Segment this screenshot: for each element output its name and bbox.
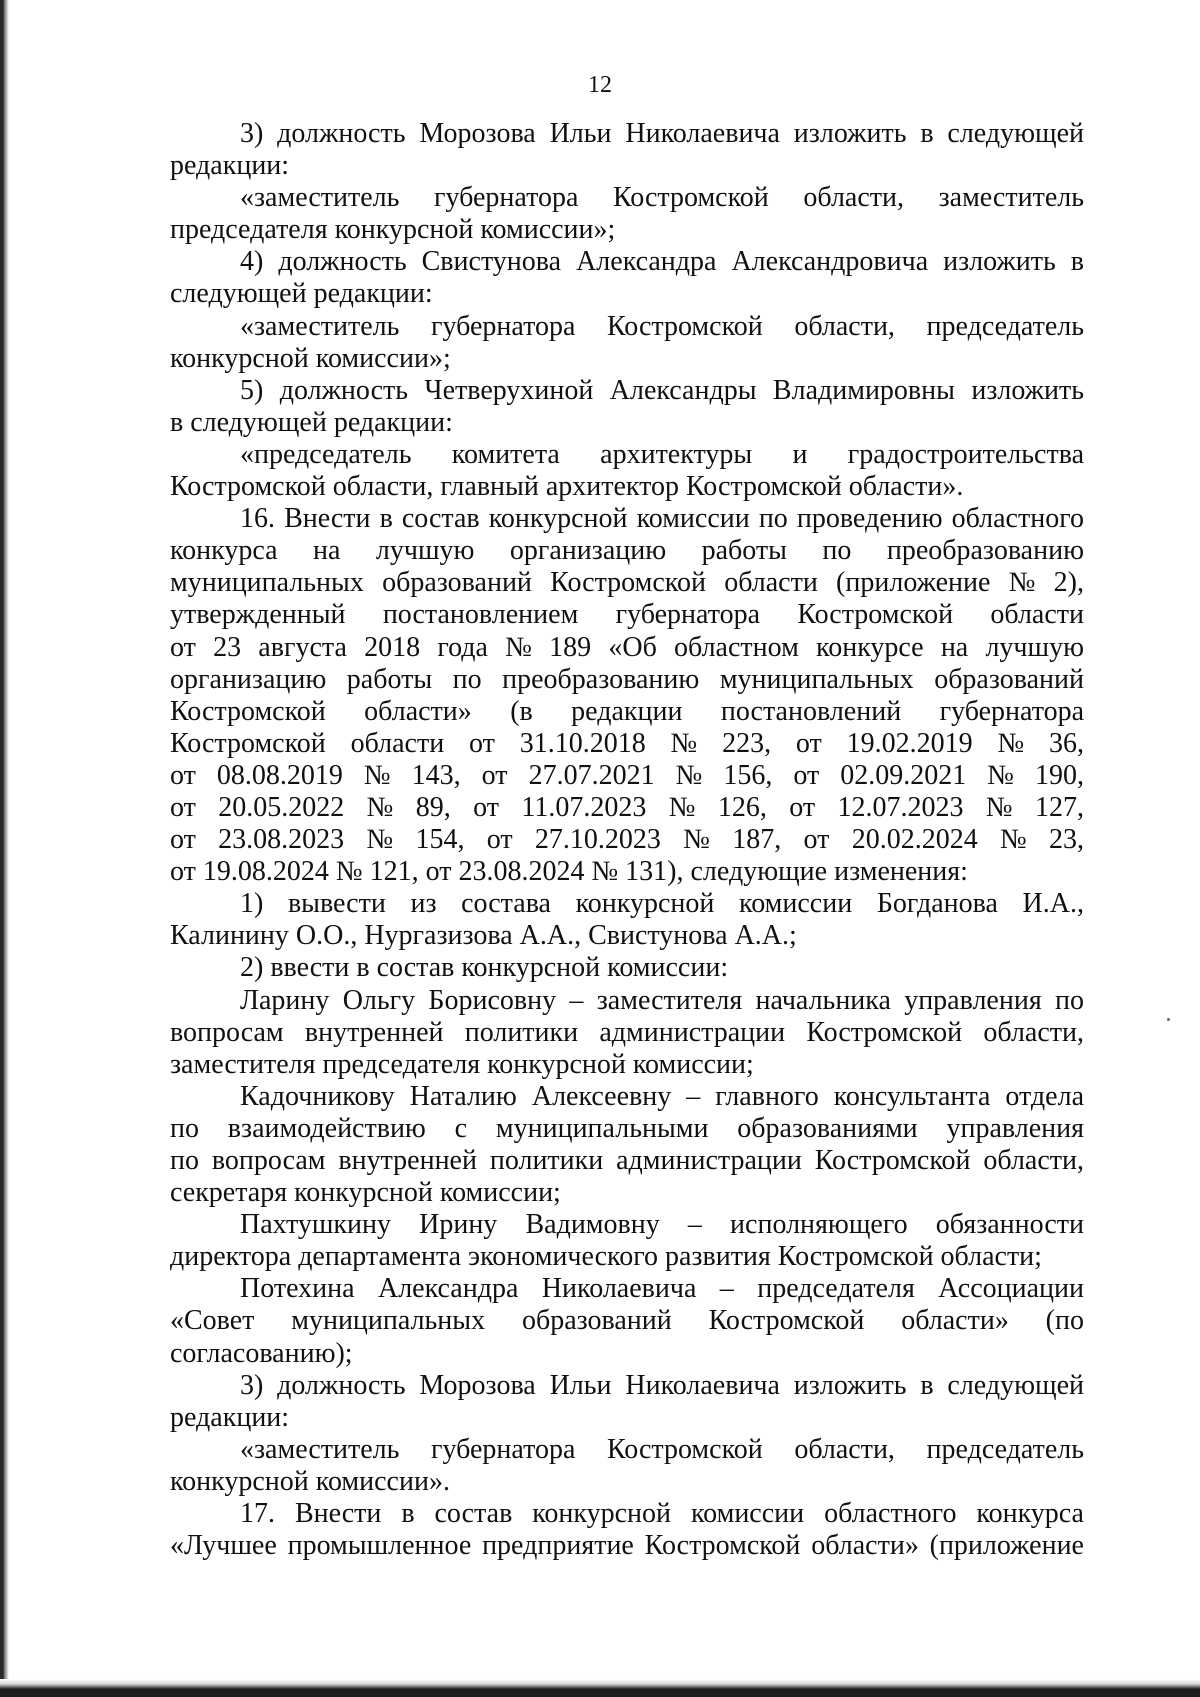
scan-edge-left <box>0 0 9 1697</box>
text-line: Ларину Ольгу Борисовну – заместителя начальника управления по <box>240 984 1084 1016</box>
text-line: «заместитель губернатора Костромской области, председатель <box>240 310 1084 342</box>
scan-edge-bottom <box>0 1679 1200 1697</box>
text-line: 3) должность Морозова Ильи Николаевича изложить в следующей <box>240 118 1084 149</box>
text-line: от 19.08.2024 № 121, от 23.08.2024 № 131), следующие изменения: <box>170 856 968 888</box>
text-line: «Лучшее промышленное предприятие Костромской области» (приложение <box>170 1530 1084 1562</box>
text-line: конкурсной комиссии»; <box>170 342 451 374</box>
text-line: от 08.08.2019 № 143, от 27.07.2021 № 156, от 02.09.2021 № 190, <box>170 759 1084 791</box>
text-line: секретаря конкурсной комиссии; <box>170 1177 561 1209</box>
text-line: 17. Внести в состав конкурсной комиссии областного конкурса <box>240 1498 1084 1530</box>
text-line: председателя конкурсной комиссии»; <box>170 214 616 246</box>
text-line: утвержденный постановлением губернатора Костромской области <box>170 599 1084 631</box>
text-line: Потехина Александра Николаевича – председателя Ассоциации <box>240 1273 1084 1305</box>
text-line: конкурсной комиссии». <box>170 1465 450 1497</box>
text-line: Костромской области от 31.10.2018 № 223, от 19.02.2019 № 36, <box>170 727 1084 759</box>
text-line: по взаимодействию с муниципальными образованиями управления <box>170 1112 1084 1144</box>
text-line: конкурса на лучшую организацию работы по преобразованию <box>170 535 1084 567</box>
text-line: согласованию); <box>170 1337 353 1369</box>
text-line: «председатель комитета архитектуры и градостроительства <box>240 438 1084 470</box>
text-line: 1) вывести из состава конкурсной комиссии Богданова И.А., <box>240 888 1084 920</box>
text-line: «заместитель губернатора Костромской области, председатель <box>240 1433 1084 1465</box>
text-line: от 20.05.2022 № 89, от 11.07.2023 № 126, от 12.07.2023 № 127, <box>170 791 1084 823</box>
text-line: муниципальных образований Костромской области (приложение № 2), <box>170 567 1084 599</box>
text-line: в следующей редакции: <box>170 406 453 438</box>
text-line: организацию работы по преобразованию муниципальных образований <box>170 663 1084 695</box>
text-line: вопросам внутренней политики администрации Костромской области, <box>170 1016 1084 1048</box>
text-line: от 23 августа 2018 года № 189 «Об областном конкурсе на лучшую <box>170 631 1084 663</box>
text-line: 4) должность Свистунова Александра Александровича изложить в <box>240 246 1084 278</box>
text-line: 16. Внести в состав конкурсной комиссии по проведению областного <box>240 503 1084 535</box>
text-line: редакции: <box>170 150 290 182</box>
text-line: по вопросам внутренней политики администрации Костромской области, <box>170 1145 1084 1176</box>
text-line: 5) должность Четверухиной Александры Владимировны изложить <box>240 374 1084 406</box>
text-line: «Совет муниципальных образований Костромской области» (по <box>170 1305 1084 1337</box>
text-line: 2) ввести в состав конкурсной комиссии: <box>240 952 729 984</box>
text-line: следующей редакции: <box>170 278 433 310</box>
document-body <box>170 118 1084 1562</box>
page-number: 12 <box>588 72 612 98</box>
text-line: Кадочникову Наталию Алексеевну – главного консультанта отдела <box>240 1080 1084 1112</box>
text-line: Костромской области» (в редакции постановлений губернатора <box>170 695 1084 727</box>
text-line: «заместитель губернатора Костромской области, заместитель <box>240 182 1084 214</box>
text-line: Костромской области, главный архитектор Костромской области». <box>170 471 964 503</box>
scan-speck <box>1167 1018 1170 1021</box>
text-line: 3) должность Морозова Ильи Николаевича изложить в следующей <box>240 1369 1084 1401</box>
text-line: директора департамента экономического развития Костромской области; <box>170 1241 1042 1273</box>
text-line: от 23.08.2023 № 154, от 27.10.2023 № 187, от 20.02.2024 № 23, <box>170 824 1084 856</box>
text-line: Калинину О.О., Нургазизова А.А., Свистунова А.А.; <box>170 920 797 952</box>
text-line: Пахтушкину Ирину Вадимовну – исполняющего обязанности <box>240 1209 1084 1241</box>
text-line: заместителя председателя конкурсной комиссии; <box>170 1048 754 1080</box>
text-line: редакции: <box>170 1401 290 1433</box>
